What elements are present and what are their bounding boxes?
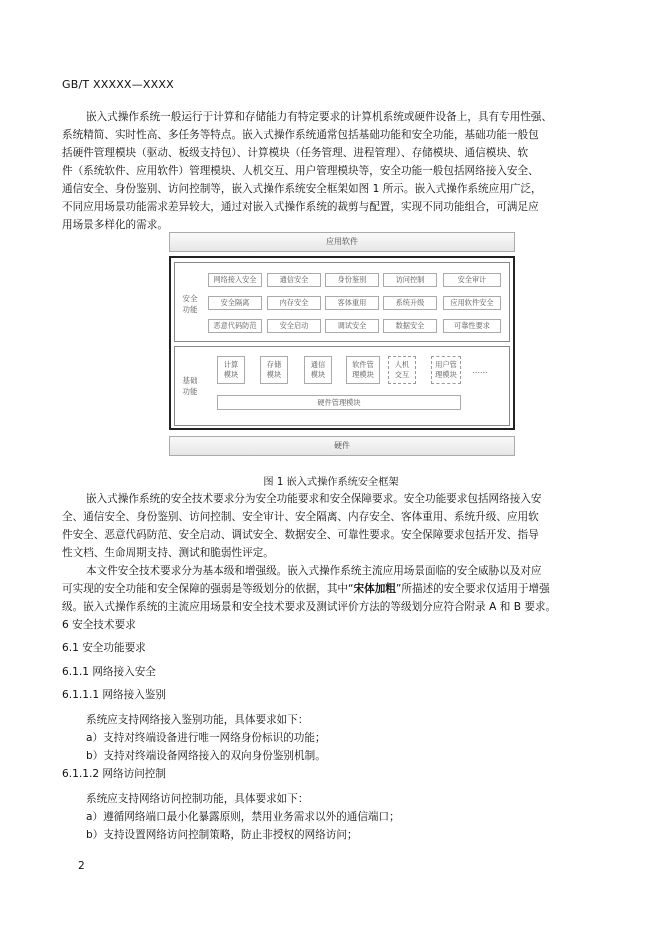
paragraph-line: 全、通信安全、身份鉴别、访问控制、安全审计、安全隔离、内存安全、客体重用、系统升级、应用软 bbox=[62, 511, 539, 523]
security-cell: 安全启动 bbox=[267, 319, 321, 333]
page-number: 2 bbox=[78, 860, 85, 872]
security-cell: 访问控制 bbox=[383, 273, 437, 287]
paragraph-line: 件安全、恶意代码防范、安全启动、调试安全、数据安全、可靠性要求。安全保障要求包括开发、指导 bbox=[62, 529, 539, 541]
security-cell: 系统升级 bbox=[383, 296, 437, 310]
module-line: 理模块 bbox=[352, 370, 374, 379]
requirement-item: b）支持对终端设备网络接入的双向身份鉴别机制。 bbox=[86, 750, 326, 762]
module-line: 计算 bbox=[223, 360, 239, 369]
basic-label-line: 基础 bbox=[182, 376, 198, 385]
module-line: 模块 bbox=[310, 370, 326, 379]
paragraph-line: 级。嵌入式操作系统的主流应用场景和安全技术要求及测试评价方法的等级划分应符合附录 A 和 B 要求。 bbox=[62, 601, 557, 613]
paragraph-text: 可实现的安全功能和安全保障的强弱是等级划分的依据，其中“ bbox=[62, 583, 354, 595]
requirement-item: a）支持对终端设备进行唯一网络身份标识的功能； bbox=[86, 732, 326, 744]
storage-module bbox=[260, 356, 288, 384]
security-cell: 应用软件安全 bbox=[443, 296, 501, 310]
paragraph-line: 本文件安全技术要求分为基本级和增强级。嵌入式操作系统主流应用场景面临的安全威胁以及对应 bbox=[86, 565, 542, 577]
paragraph-text: ”所描述的安全要求仅适用于增强 bbox=[395, 583, 550, 595]
security-cell: 可靠性要求 bbox=[443, 319, 501, 333]
requirement-item: a）遵循网络端口最小化暴露原则，禁用业务需求以外的通信端口； bbox=[86, 811, 400, 823]
module-line: 通信 bbox=[310, 360, 326, 369]
module-line: 模块 bbox=[266, 370, 282, 379]
module-line: 人机 bbox=[394, 360, 410, 369]
security-function-box bbox=[174, 262, 510, 342]
compute-module bbox=[217, 356, 245, 384]
basic-label-line: 功能 bbox=[182, 387, 198, 396]
intro-line: 通信安全、身份鉴别、访问控制等，嵌入式操作系统安全框架如图 1 所示。嵌入式操作系统应用广泛， bbox=[62, 183, 542, 195]
requirement-item: b）支持设置网络访问控制策略，防止非授权的网络访问； bbox=[86, 829, 358, 841]
security-cell: 安全隔离 bbox=[208, 296, 262, 310]
security-cell: 网络接入安全 bbox=[208, 273, 262, 287]
intro-line: 不同应用场景功能需求差异较大，通过对嵌入式操作系统的裁剪与配置，实现不同功能组合，可满足应 bbox=[62, 201, 539, 213]
intro-line: 用场景多样化的需求。 bbox=[62, 219, 168, 231]
security-cell: 调试安全 bbox=[325, 319, 379, 333]
section-heading-6-1-1-2: 6.1.1.2 网络访问控制 bbox=[62, 768, 166, 780]
module-line: 模块 bbox=[223, 370, 239, 379]
module-line: 存储 bbox=[266, 360, 282, 369]
basic-function-box bbox=[174, 346, 510, 426]
security-label-line: 功能 bbox=[182, 305, 198, 314]
section-heading-6-1-1: 6.1.1 网络接入安全 bbox=[62, 666, 156, 678]
requirement-intro: 系统应支持网络访问控制功能，具体要求如下： bbox=[86, 793, 309, 805]
human-machine-interaction-module bbox=[388, 356, 416, 384]
security-cell: 内存安全 bbox=[267, 296, 321, 310]
intro-line: 件（系统软件、应用软件）管理模块、人机交互、用户管理模块等，安全功能一般包括网络接入安全、 bbox=[62, 165, 539, 177]
security-cell: 数据安全 bbox=[383, 319, 437, 333]
module-line: 理模块 bbox=[435, 370, 457, 379]
document-header: GB/T XXXXX—XXXX bbox=[62, 78, 174, 91]
intro-line: 系统精简、实时性高、多任务等特点。嵌入式操作系统通常包括基础功能和安全功能，基础功能一般包 bbox=[62, 129, 539, 141]
security-cell: 通信安全 bbox=[267, 273, 321, 287]
section-heading-6-1: 6.1 安全功能要求 bbox=[62, 642, 146, 654]
module-line: 用户管 bbox=[435, 360, 457, 369]
hardware-management-module: 硬件管理模块 bbox=[217, 395, 461, 410]
paragraph-line bbox=[62, 580, 550, 598]
requirement-intro: 系统应支持网络接入鉴别功能，具体要求如下： bbox=[86, 714, 309, 726]
security-function-label bbox=[178, 293, 202, 315]
software-management-module bbox=[346, 356, 380, 384]
bold-term: 宋体加粗 bbox=[353, 583, 396, 595]
module-line: 交互 bbox=[394, 370, 410, 379]
section-heading-6-1-1-1: 6.1.1.1 网络接入鉴别 bbox=[62, 689, 166, 701]
paragraph-line: 性文档、生命周期支持、测试和脆弱性评定。 bbox=[62, 547, 274, 559]
communication-module bbox=[304, 356, 332, 384]
application-software-bar: 应用软件 bbox=[169, 232, 515, 252]
figure-caption: 图 1 嵌入式操作系统安全框架 bbox=[263, 477, 399, 488]
security-label-line: 安全 bbox=[182, 294, 198, 303]
intro-line: 括硬件管理模块（驱动、板级支持包）、计算模块（任务管理、进程管理）、存储模块、通信模块、软 bbox=[62, 147, 529, 159]
security-cell: 客体重用 bbox=[325, 296, 379, 310]
user-management-module bbox=[431, 356, 461, 384]
section-heading-6: 6 安全技术要求 bbox=[62, 619, 136, 631]
security-cell: 身份鉴别 bbox=[325, 273, 379, 287]
more-modules-ellipsis: …… bbox=[472, 366, 488, 375]
hardware-bar: 硬件 bbox=[169, 436, 515, 456]
paragraph-line: 嵌入式操作系统的安全技术要求分为安全功能要求和安全保障要求。安全功能要求包括网络接入安 bbox=[86, 493, 542, 505]
basic-function-label bbox=[178, 375, 202, 397]
security-cell: 恶意代码防范 bbox=[208, 319, 262, 333]
module-line: 软件管 bbox=[352, 360, 374, 369]
security-cell: 安全审计 bbox=[443, 273, 501, 287]
intro-line: 嵌入式操作系统一般运行于计算和存储能力有特定要求的计算机系统或硬件设备上，具有专用性强、 bbox=[86, 111, 553, 123]
